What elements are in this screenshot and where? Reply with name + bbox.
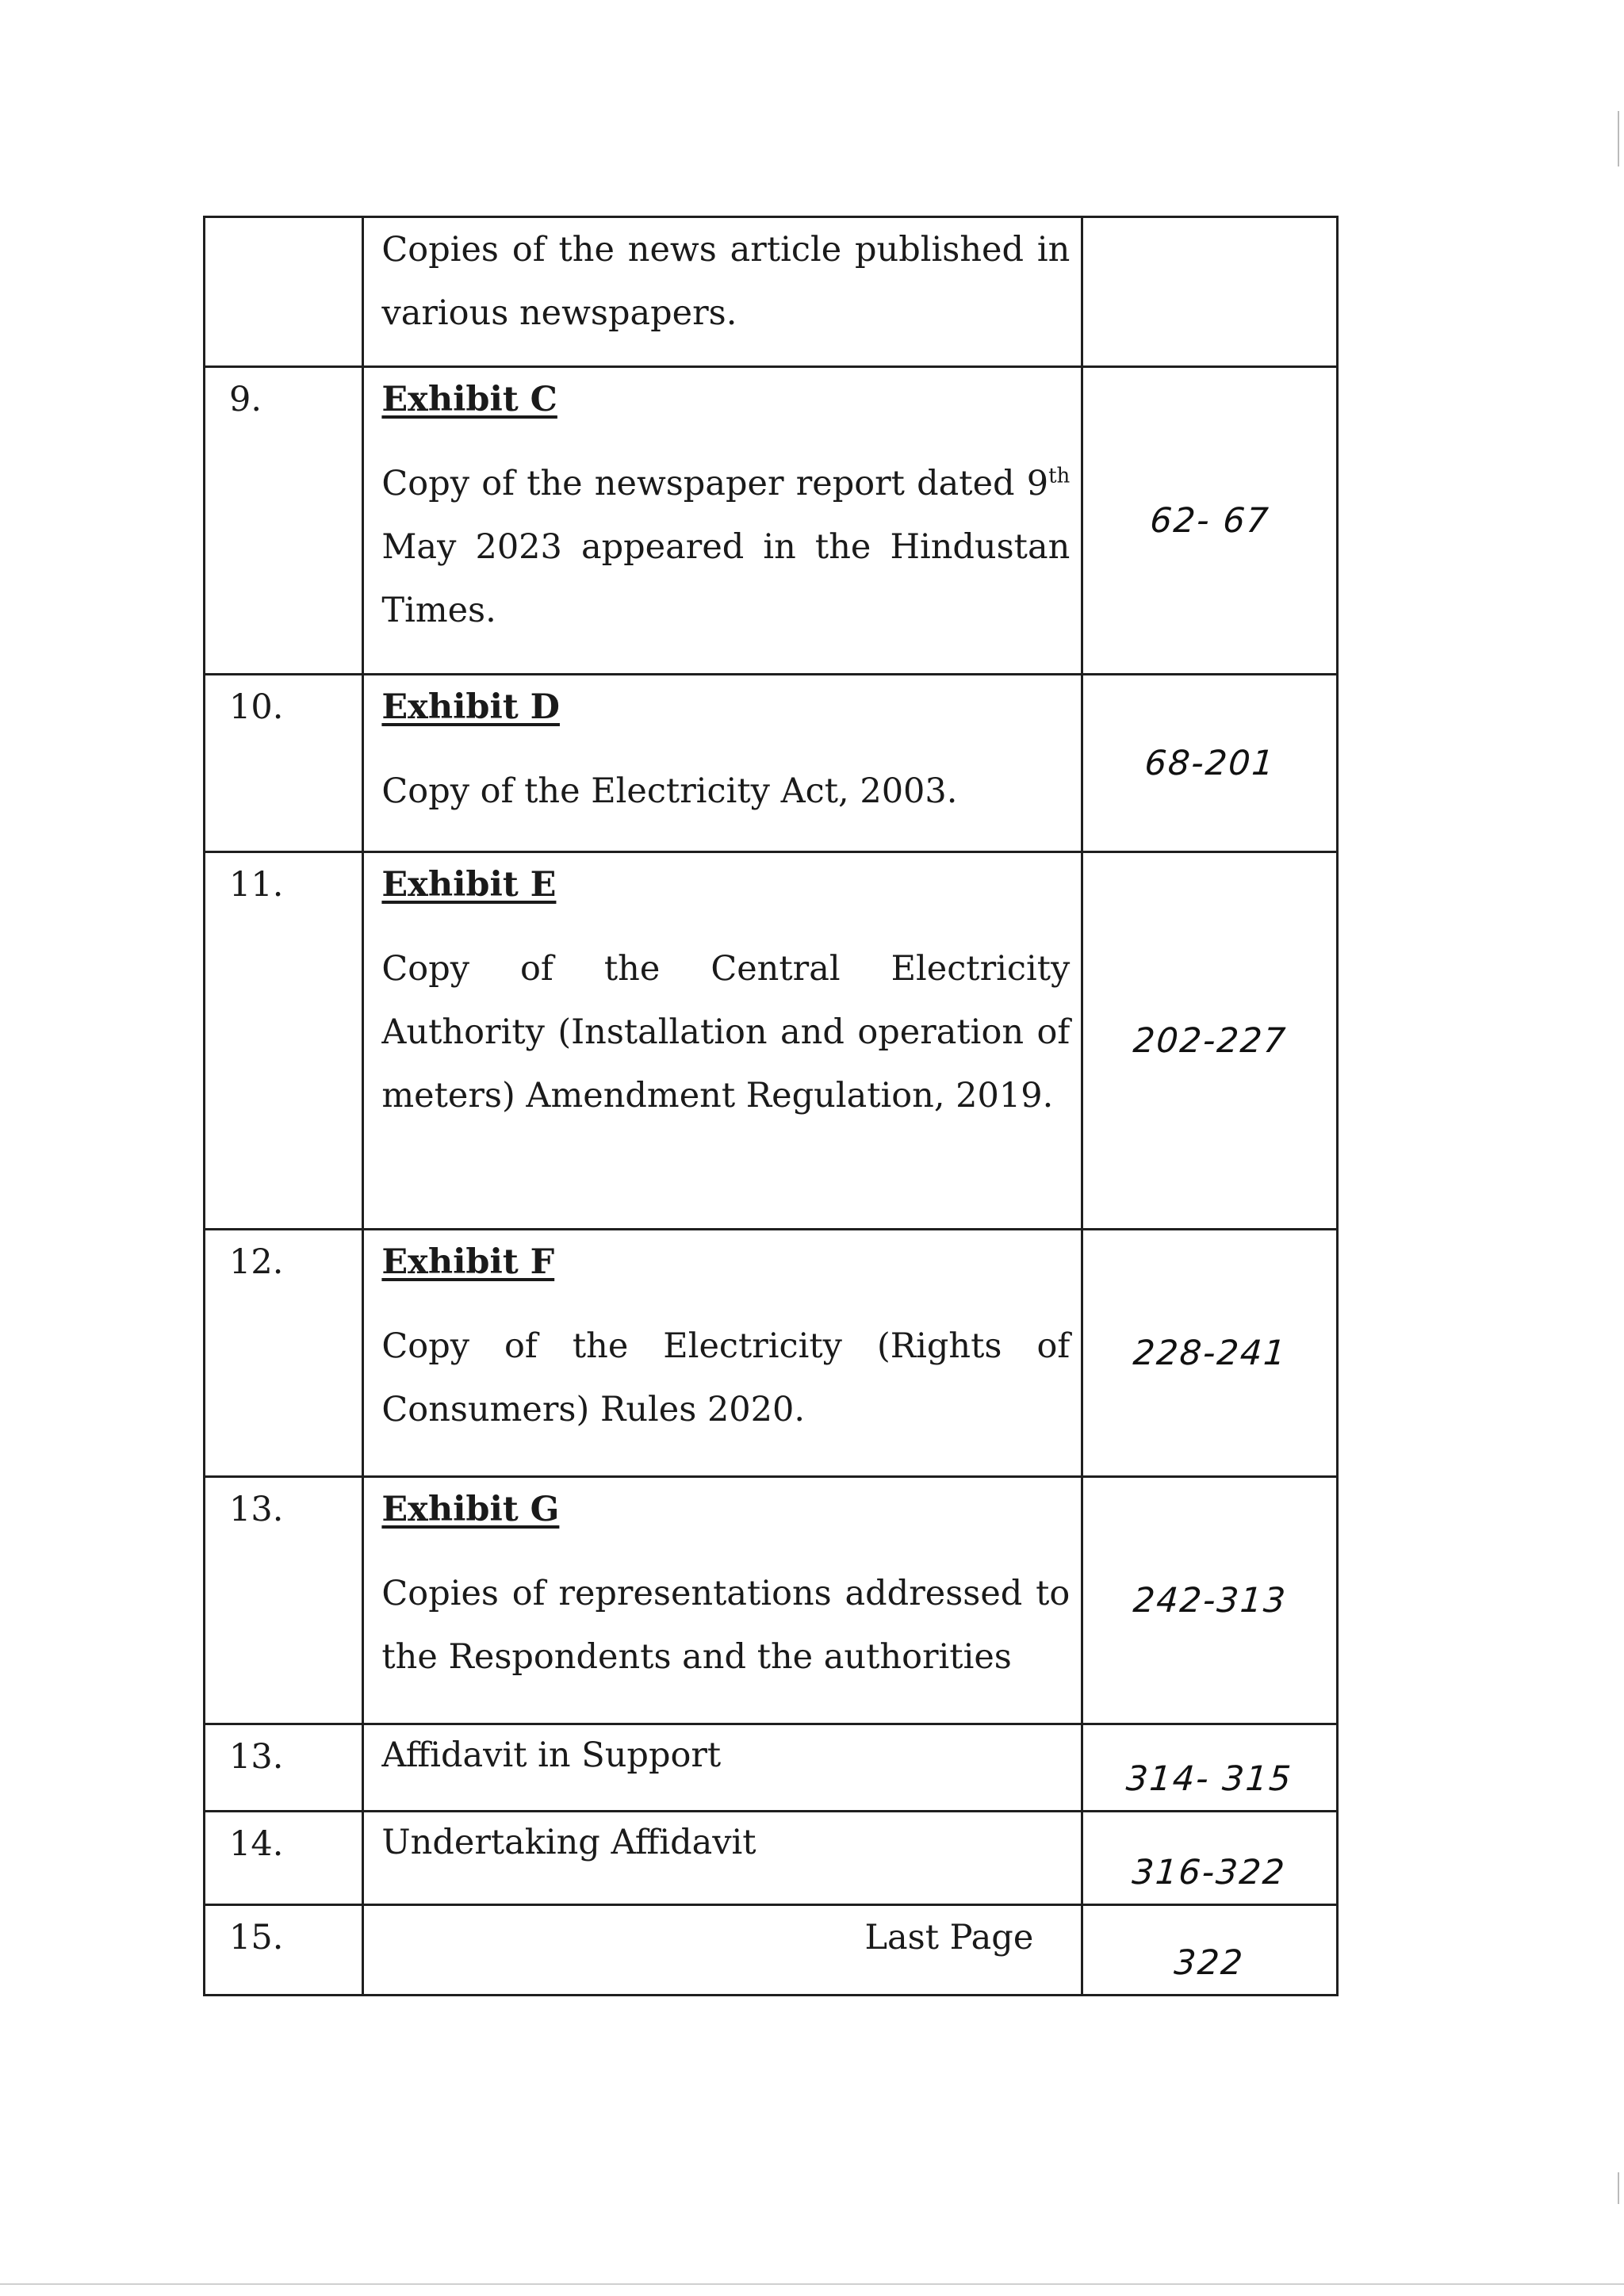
- row-text: Last Page: [363, 1905, 1082, 1996]
- scan-edge-mark: [1618, 111, 1619, 166]
- row-description: [363, 1230, 1082, 1477]
- scan-edge-mark: [1618, 2172, 1619, 2204]
- row-text: Copy of the Electricity Act, 2003.: [381, 771, 958, 811]
- row-description: [363, 1477, 1082, 1724]
- row-number: 11.: [205, 852, 363, 1230]
- row-page-range: 68-201: [1076, 675, 1343, 852]
- row-number: 14.: [205, 1812, 363, 1905]
- exhibit-heading: Exhibit C: [381, 380, 557, 419]
- table-row: [205, 1905, 1338, 1996]
- table-row: [205, 217, 1338, 367]
- row-description: [363, 367, 1082, 675]
- row-description: [363, 217, 1082, 367]
- row-text: Copies of representations addressed to the Respondents and the authorities: [381, 1574, 1071, 1677]
- table-row: [205, 852, 1338, 1230]
- row-description: [363, 675, 1082, 852]
- table-row: [205, 675, 1338, 852]
- row-text: Copy of the Central Electricity Authority (Installation and operation of meters) Amendment Regulation, 2019.: [381, 949, 1071, 1115]
- row-text: Copy of the newspaper report dated 9th May 2023 appeared in the Hindustan Times.: [381, 464, 1071, 630]
- exhibit-heading: Exhibit G: [381, 1490, 560, 1529]
- exhibit-heading: Exhibit D: [381, 687, 560, 727]
- row-text: Affidavit in Support: [363, 1724, 1082, 1812]
- row-number: 12.: [205, 1230, 363, 1477]
- row-number: 10.: [205, 675, 363, 852]
- row-text: Copies of the news article published in various newspapers.: [381, 230, 1071, 333]
- table-row: [205, 1812, 1338, 1905]
- table-row: [205, 1477, 1338, 1724]
- exhibit-heading: Exhibit F: [381, 1242, 555, 1282]
- row-page-range: 228-241: [1074, 1230, 1346, 1477]
- scan-edge-line: [0, 2283, 1624, 2285]
- row-number: [205, 217, 363, 367]
- row-page-range: [1077, 217, 1342, 367]
- row-text: Undertaking Affidavit: [363, 1812, 1082, 1905]
- row-page-range: 314- 315: [1079, 1724, 1340, 1812]
- row-number: 15.: [205, 1905, 363, 1996]
- row-page-range: 322: [1079, 1905, 1341, 1996]
- row-page-range: 242-313: [1074, 1477, 1346, 1724]
- row-page-range: 316-322: [1079, 1812, 1341, 1905]
- table-row: [205, 1230, 1338, 1477]
- row-text: Copy of the Electricity (Rights of Consumers) Rules 2020.: [381, 1326, 1071, 1429]
- row-page-range: 202-227: [1069, 852, 1350, 1230]
- index-table: [203, 216, 1339, 1996]
- table-row: [205, 367, 1338, 675]
- table-row: [205, 1724, 1338, 1812]
- row-number: 13.: [205, 1724, 363, 1812]
- row-description: [363, 852, 1082, 1230]
- row-page-range: 62- 67: [1071, 367, 1348, 675]
- exhibit-heading: Exhibit E: [381, 865, 557, 905]
- row-number: 9.: [205, 367, 363, 675]
- row-number: 13.: [205, 1477, 363, 1724]
